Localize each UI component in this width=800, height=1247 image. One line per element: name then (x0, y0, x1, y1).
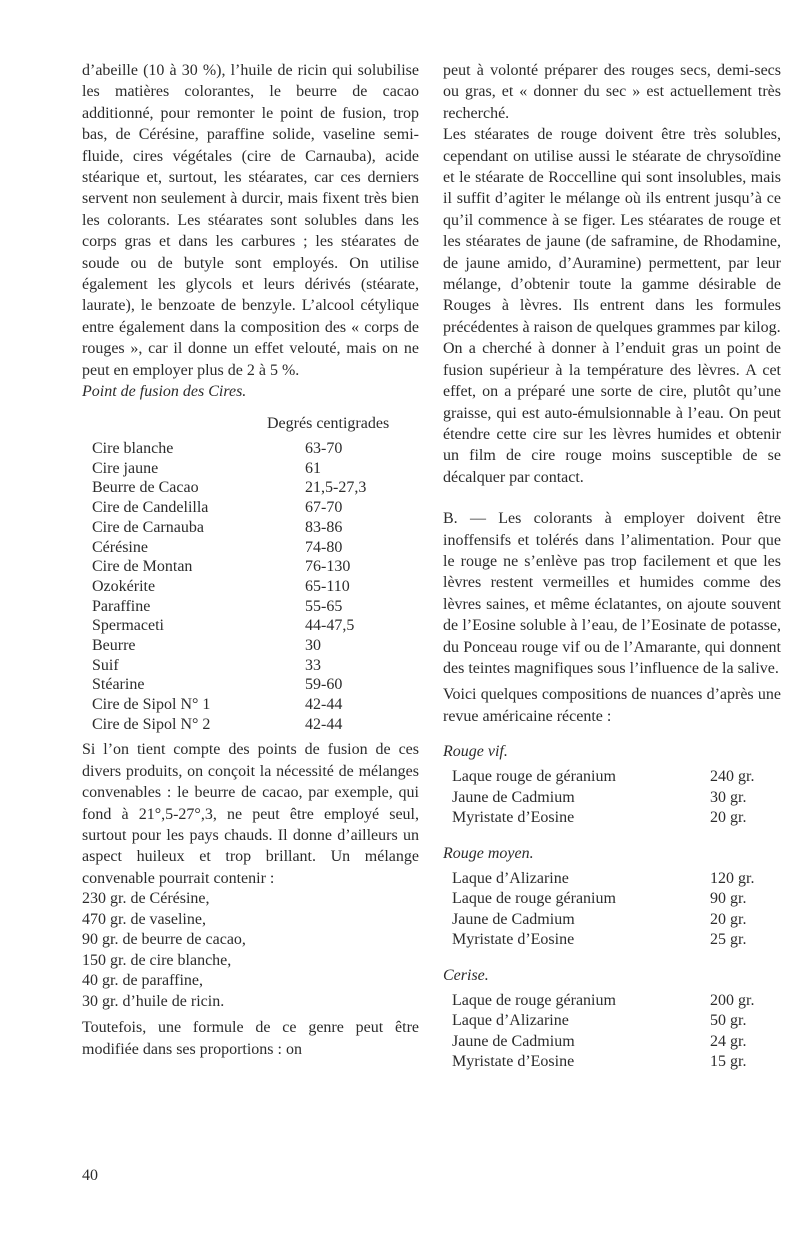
recipe-row: Myristate d’Eosine 20 gr. (452, 809, 747, 827)
paragraph-mixtures: Si l’on tient compte des points de fusion de ces divers produits, on conçoit la nécessité de mélanges convenables : le beurre de cacao, par exemple, qui fond à 21°,5-27°,3, ne peut être employé seul, surtout pour les pays chauds. Il donne d’ailleurs un aspect huileux et trop brillant. Un mélange convenable pourrait contenir : (82, 741, 419, 887)
table-row: Stéarine 59-60 (92, 676, 343, 694)
recipe-row: Laque d’Alizarine 50 gr. (452, 1012, 747, 1030)
table-row: Beurre de Cacao 21,5-27,3 (92, 479, 367, 497)
table-row: Cire de Carnauba 83-86 (92, 518, 343, 536)
recipe-row: Laque de rouge géranium 200 gr. (452, 991, 755, 1009)
right-column (443, 60, 781, 1073)
list-item: 30 gr. d’huile de ricin. (82, 992, 225, 1010)
list-item: 90 gr. de beurre de cacao, (82, 931, 246, 949)
melting-point-table-header: Degrés centigrades (267, 415, 390, 433)
recipe-row: Jaune de Cadmium 30 gr. (452, 788, 747, 806)
table-row: Cire de Sipol N° 2 42-44 (92, 715, 343, 733)
table-row: Cérésine 74-80 (92, 538, 343, 556)
page-number: 40 (82, 1167, 98, 1184)
table-row: Suif 33 (92, 656, 321, 674)
recipe-row: Laque rouge de géranium 240 gr. (452, 768, 755, 786)
table-row: Spermaceti 44-47,5 (92, 617, 355, 635)
paragraph-stearates: Les stéarates de rouge doivent être très solubles, cependant on utilise aussi le stéarate de chrysoïdine et le stéarate de Roccelline qui sont insolubles, mais il suffit d’agiter le mélange où ils entrent jusqu’à ce qu’il commence à se figer. Les stéarates de rouge et les stéarates de jaune (de saframine, de Rhodamine, de jaune amido, d’Auramine) permettent, par leur mélange, d’obtenir toute la gamme désirable de Rouges à lèvres. Ils entrent dans les formules précédentes à raison de quelques grammes par kilog. (443, 126, 781, 336)
list-item: 230 gr. de Cérésine, (82, 890, 210, 908)
table-row: Ozokérite 65-110 (92, 577, 350, 595)
recipe-row: Laque d’Alizarine 120 gr. (452, 869, 755, 887)
table-row: Paraffine 55-65 (92, 597, 343, 615)
table-row: Cire de Sipol N° 1 42-44 (92, 696, 343, 714)
recipe-row: Myristate d’Eosine 25 gr. (452, 931, 747, 949)
list-item: 470 gr. de vaseline, (82, 910, 206, 928)
table-row: Cire de Candelilla 67-70 (92, 499, 343, 517)
paragraph-continued: Toutefois, une formule de ce genre peut être modifiée dans ses proportions : on (82, 1019, 419, 1058)
melting-point-table-title: Point de fusion des Cires. (82, 383, 247, 401)
list-item: 150 gr. de cire blanche, (82, 951, 232, 969)
recipe-title-cerise: Cerise. (443, 966, 489, 984)
table-row: Cire blanche 63-70 (92, 440, 343, 458)
paragraph-compositions-intro: Voici quelques compositions de nuances d’après une revue américaine récente : (443, 686, 781, 725)
recipe-row: Jaune de Cadmium 24 gr. (452, 1032, 747, 1050)
table-row: Cire jaune 61 (92, 459, 321, 477)
recipe-title-rouge-moyen: Rouge moyen. (443, 844, 534, 862)
recipe-rouge-moyen (443, 869, 781, 951)
paragraph-melting-point: On a cherché à donner à l’enduit gras un point de fusion supérieur à la température des lèvres. A cet effet, on a préparé une sorte de cire, plutôt qu’une graisse, qui est auto-émulsionnable à l’eau. On peut étendre cette cire sur les lèvres humides et obtenir un film de cire rouge moins susceptible de se décalquer par contact. (443, 340, 781, 486)
left-column (82, 60, 419, 1060)
table-row: Beurre 30 (92, 636, 321, 654)
table-row: Cire de Montan 76-130 (92, 558, 351, 576)
mixture-list (82, 889, 419, 1012)
melting-point-table (92, 439, 422, 734)
recipe-row: Jaune de Cadmium 20 gr. (452, 910, 747, 928)
paragraph-continuation: peut à volonté préparer des rouges secs, demi-secs ou gras, et « donner du sec » est actuellement très recherché. (443, 62, 781, 122)
recipe-row: Laque de rouge géranium 90 gr. (452, 890, 747, 908)
recipe-rouge-vif (443, 767, 781, 829)
list-item: 40 gr. de paraffine, (82, 972, 203, 990)
recipe-title-rouge-vif: Rouge vif. (443, 743, 508, 761)
recipe-cerise (443, 991, 781, 1073)
recipe-row: Myristate d’Eosine 15 gr. (452, 1053, 747, 1071)
paragraph-ingredients: d’abeille (10 à 30 %), l’huile de ricin qui solubilise les matières colorantes, le beurre de cacao additionné, pour remonter le point de fusion, trop bas, de Cérésine, paraffine solide, vaseline semi-fluide, cires végétales (cire de Carnauba), acide stéarique et, surtout, les stéarates, car ces derniers servent non seulement à durcir, mais fixent très bien les colorants. Les stéarates sont solubles dans les corps gras et dans les carbures ; les stéarates de soude ou de butyle sont employés. On utilise également les glycols et leurs dérivés (stéarate, laurate), le benzoate de benzyle. L’alcool cétylique entre également dans la composition des « corps de rouges », car il donne un effet velouté, mais on ne peut en employer plus de 2 à 5 %. (82, 62, 419, 379)
paragraph-colorants: B. — Les colorants à employer doivent être inoffensifs et tolérés dans l’alimentation. Pour que le rouge ne s’enlève pas trop facilement et que les lèvres restent vermeilles et humides comme des lèvres saines, et même éclatantes, on ajoute souvent de l’Eosine soluble à l’eau, de l’Eosinate de potasse, du Ponceau rouge vif ou de l’Amarante, qui donnent des teintes magnifiques sous l’influence de la salive. (443, 510, 781, 677)
